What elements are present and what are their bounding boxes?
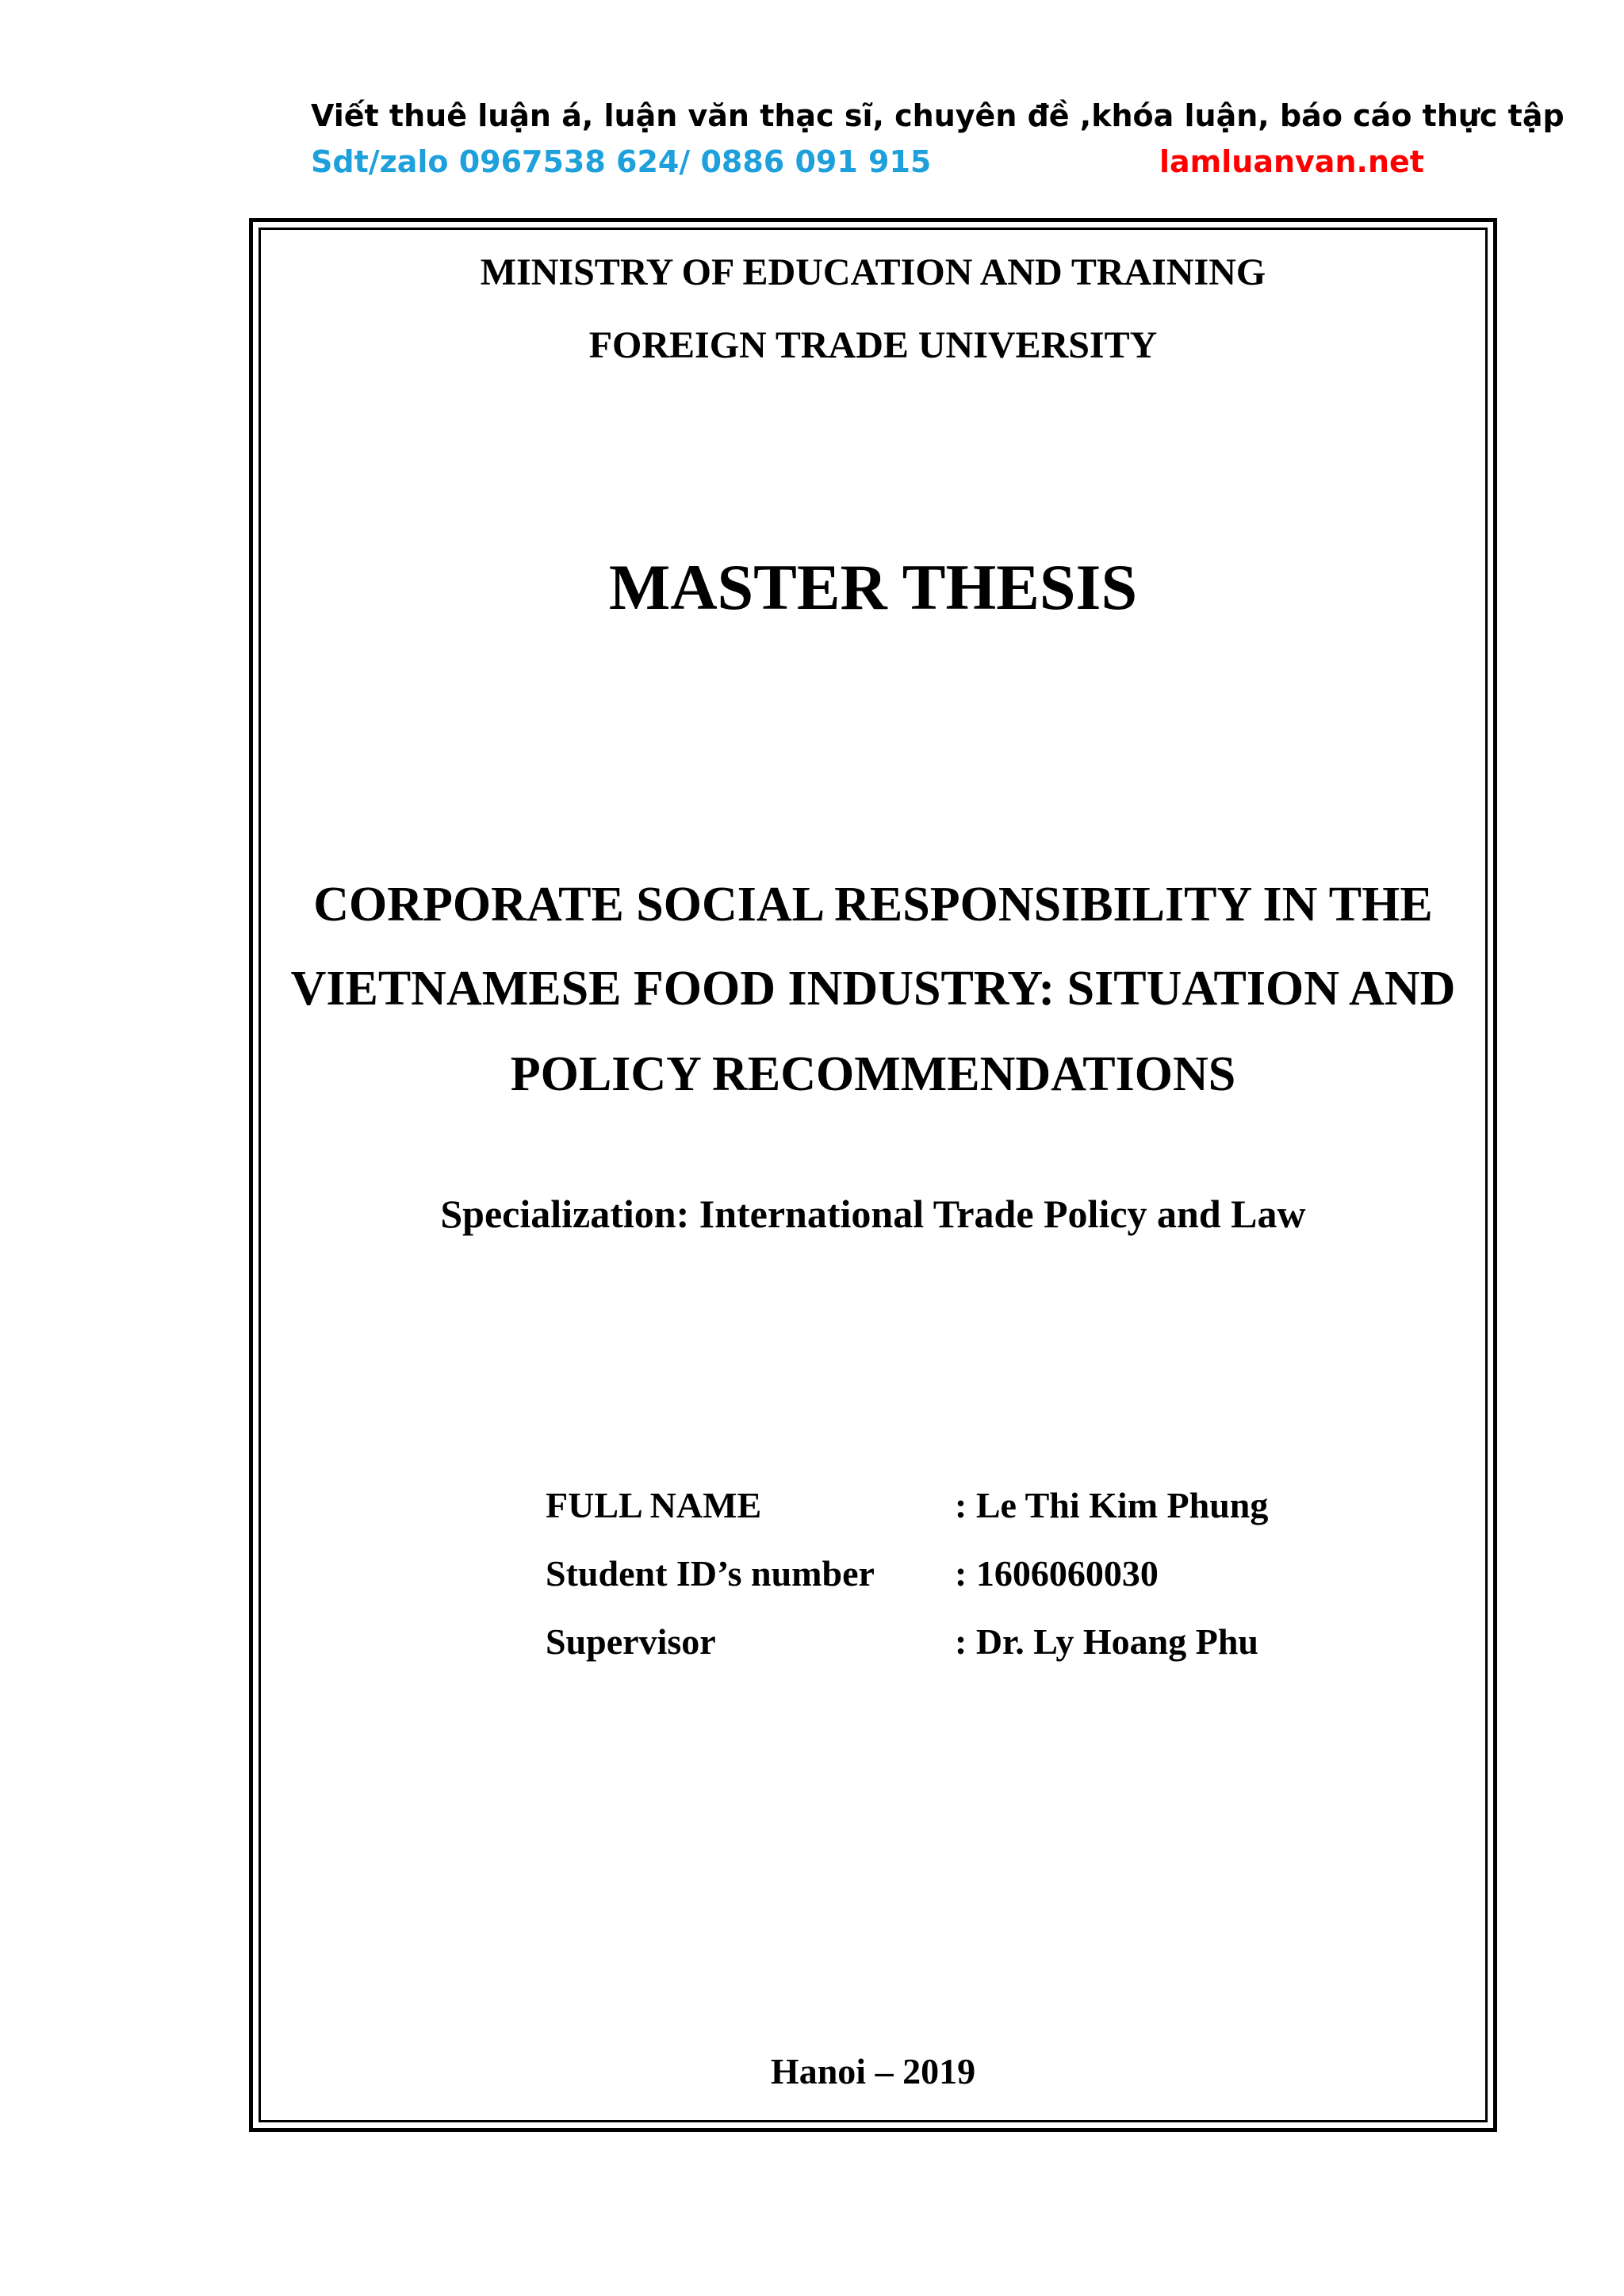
info-value-full-name: : Le Thi Kim Phung	[955, 1485, 1269, 1525]
watermark-phone: Sdt/zalo 0967538 624/ 0886 091 915	[311, 144, 932, 179]
watermark-contact-line	[311, 144, 1424, 184]
info-label-supervisor: Supervisor	[546, 1621, 716, 1662]
university-heading: FOREIGN TRADE UNIVERSITY	[588, 324, 1158, 366]
info-label-student-id: Student ID’s number	[546, 1553, 875, 1594]
watermark-service-text: Viết thuê luận á, luận văn thạc sĩ, chuyên đề ,khóa luận, báo cáo thực tập	[311, 98, 1565, 133]
watermark-website-link[interactable]: lamluanvan.net	[1159, 144, 1424, 179]
info-label-full-name: FULL NAME	[546, 1485, 762, 1525]
ministry-heading: MINISTRY OF EDUCATION AND TRAINING	[480, 251, 1266, 293]
thesis-title-line-2: VIETNAMESE FOOD INDUSTRY: SITUATION AND	[290, 962, 1456, 1016]
thesis-title-line-3: POLICY RECOMMENDATIONS	[510, 1047, 1236, 1101]
info-value-supervisor: : Dr. Ly Hoang Phu	[955, 1621, 1259, 1662]
info-value-student-id: : 1606060030	[955, 1553, 1159, 1594]
place-and-year: Hanoi – 2019	[770, 2051, 976, 2091]
cover-border-inner	[259, 228, 1488, 2122]
specialization: Specialization: International Trade Policy and Law	[440, 1192, 1306, 1236]
thesis-title-line-1: CORPORATE SOCIAL RESPONSIBILITY IN THE	[313, 878, 1433, 932]
document-type-title: MASTER THESIS	[608, 551, 1138, 623]
